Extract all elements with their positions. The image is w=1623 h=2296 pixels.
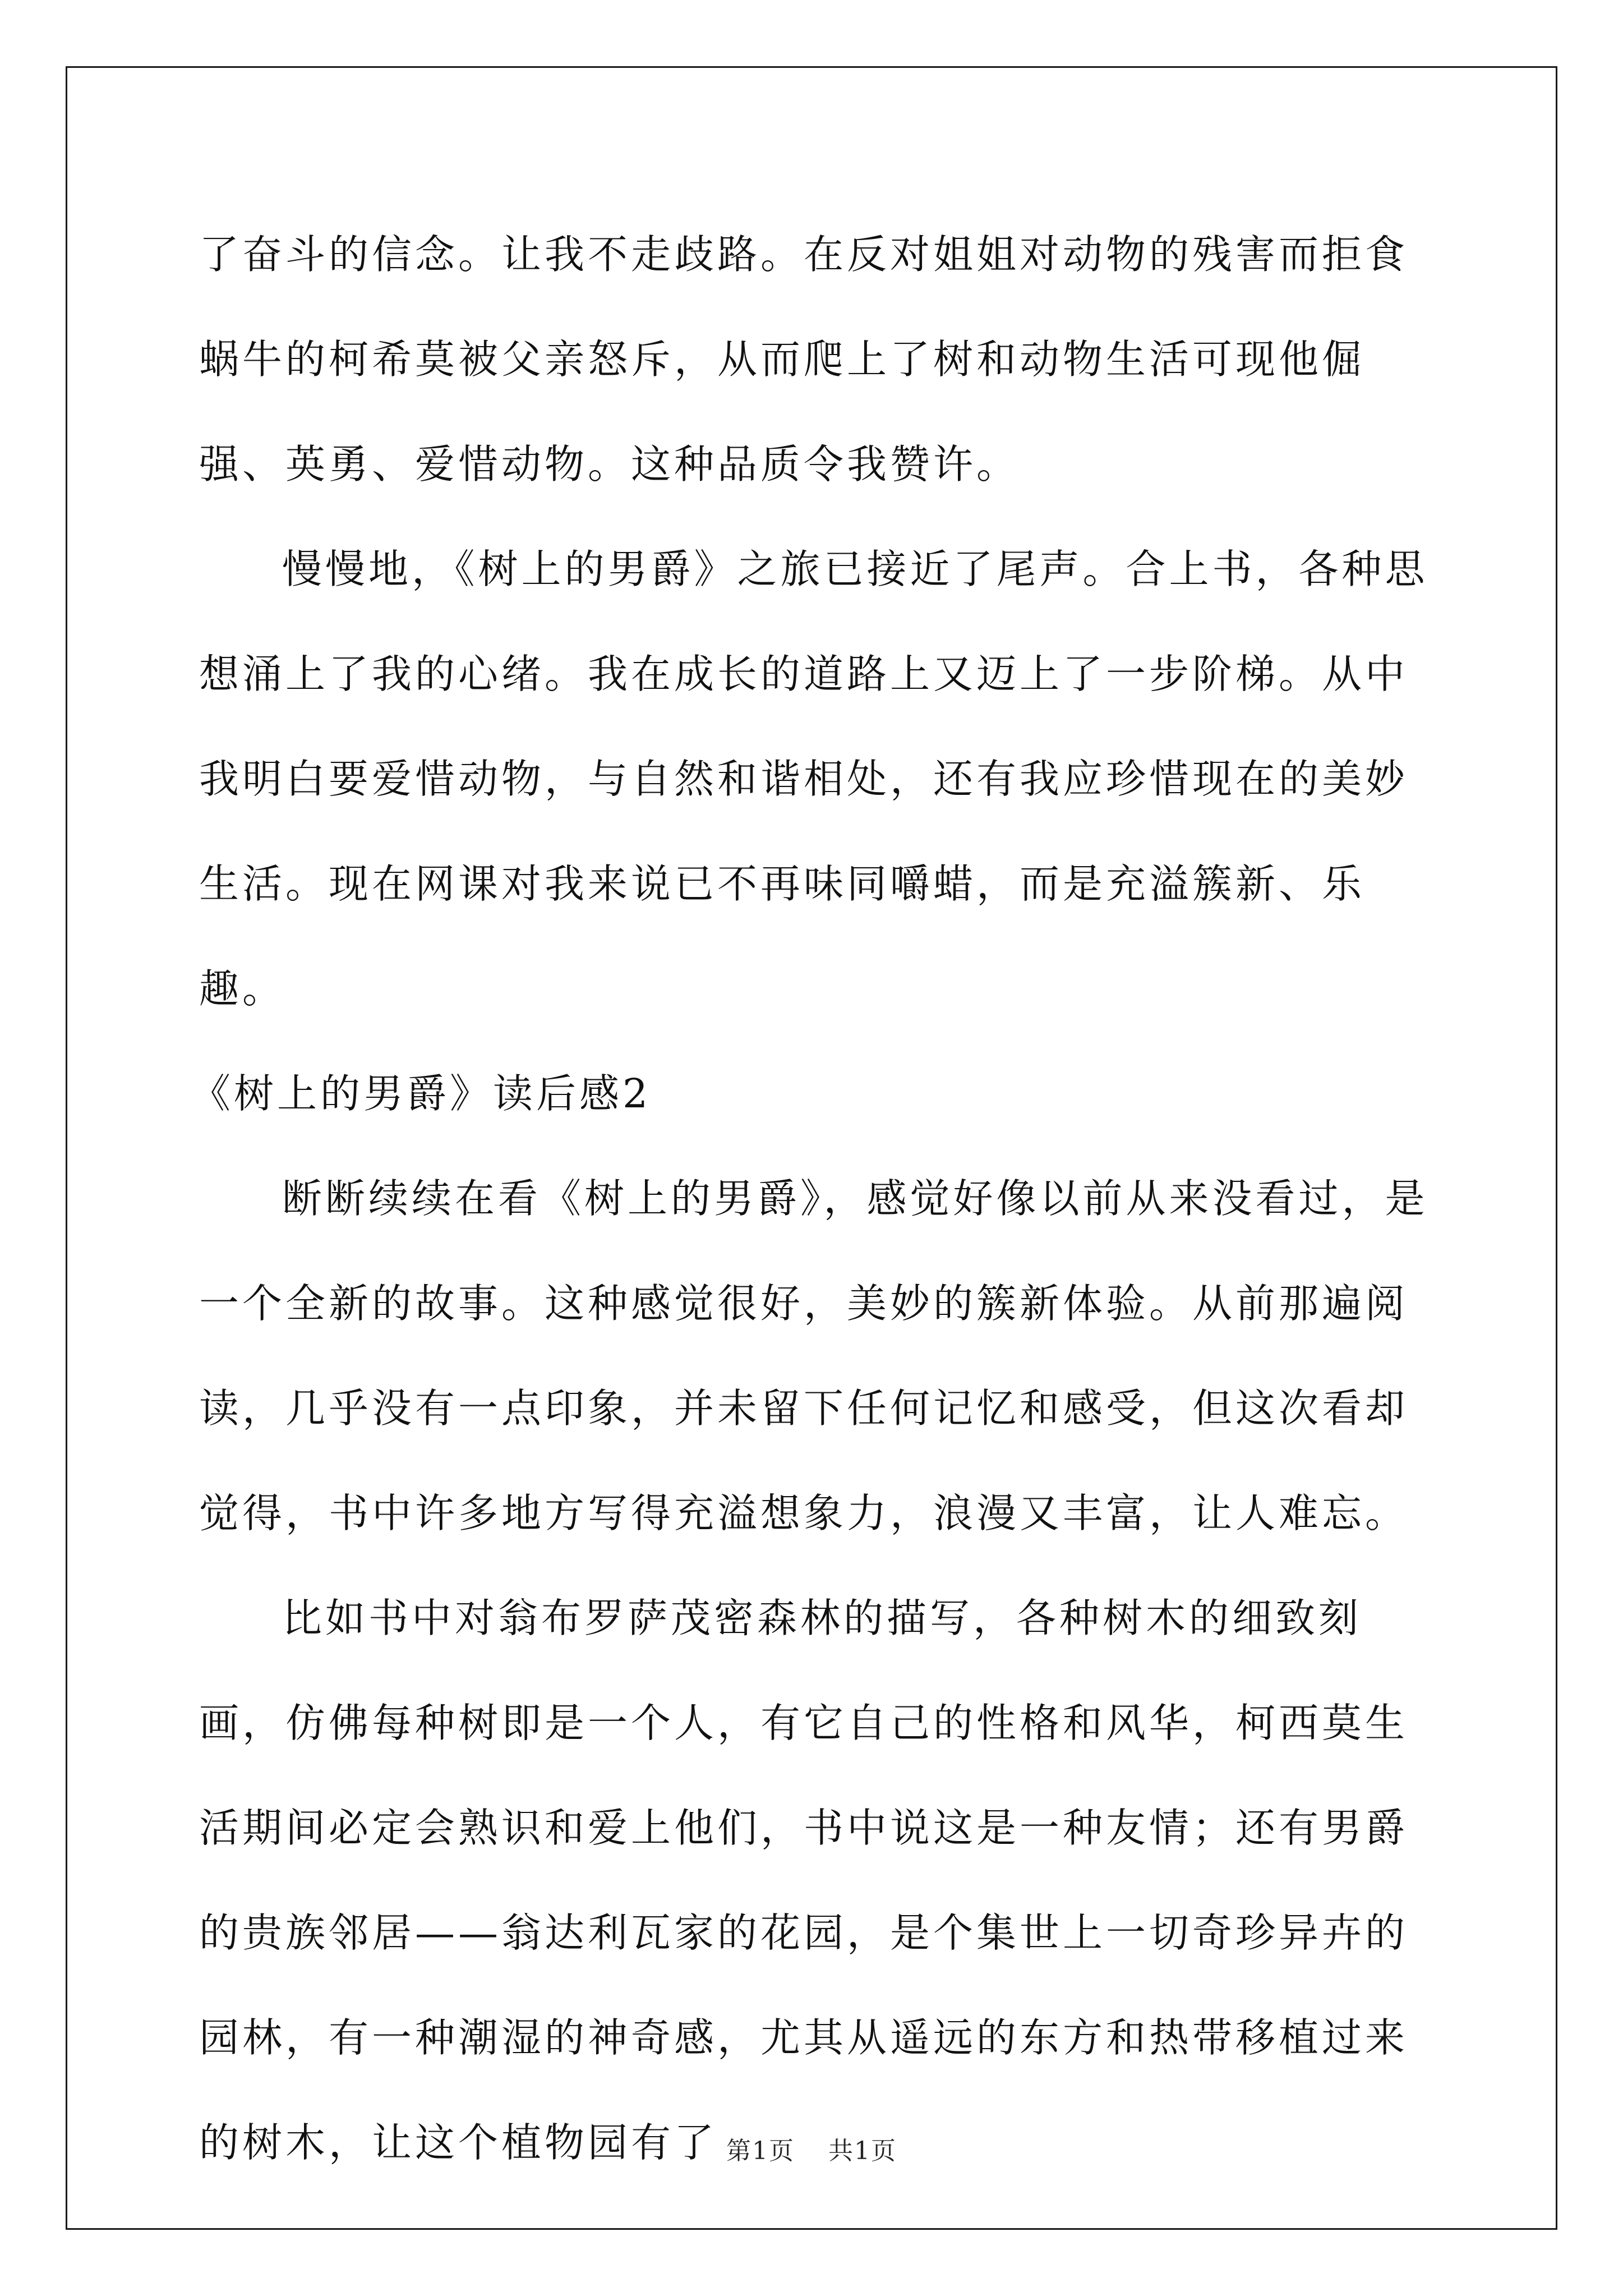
section-heading: 《树上的男爵》读后感2 <box>191 1070 652 1117</box>
paragraph-conclusion: 慢慢地，《树上的男爵》之旅已接近了尾声。合上书，各种思想涌上了我的心绪。我在成长的道路上又迈上了一步阶梯。从中我明白要爱惜动物，与自然和谐相处，还有我应珍惜现在的美妙生活。现在网课对我来说已不再味同嚼蜡，而是充溢簇新、乐趣。 <box>199 546 1428 1012</box>
paragraph-intro: 断断续续在看《树上的男爵》，感觉好像以前从来没看过，是一个全新的故事。这种感觉很好，美妙的簇新体验。从前那遍阅读，几乎没有一点印象，并未留下任何记忆和感受，但这次看却觉得，书中许多地方写得充溢想象力，浪漫又丰富，让人难忘。 <box>199 1175 1428 1536</box>
page-total: 共1页 <box>828 2137 897 2165</box>
paragraph-forest: 比如书中对翁布罗萨茂密森林的描写，各种树木的细致刻画，仿佛每种树即是一个人，有它自己的性格和风华，柯西莫生活期间必定会熟识和爱上他们，书中说这是一种友情；还有男爵的贵族邻居——翁达利瓦家的花园，是个集世上一切奇珍异卉的园林，有一种潮湿的神奇感，尤其从遥远的东方和热带移植过来的树木，让这个植物园有了 <box>199 1595 1409 2166</box>
document-body <box>191 202 1433 2195</box>
page-number: 第1页 <box>726 2137 795 2165</box>
page-footer <box>0 2131 1623 2166</box>
paragraph-continuation: 了奋斗的信念。让我不走歧路。在反对姐姐对动物的残害而拒食蜗牛的柯希莫被父亲怒斥，从而爬上了树和动物生活可现他倔强、英勇、爱惜动物。这种品质令我赞许。 <box>199 231 1409 487</box>
